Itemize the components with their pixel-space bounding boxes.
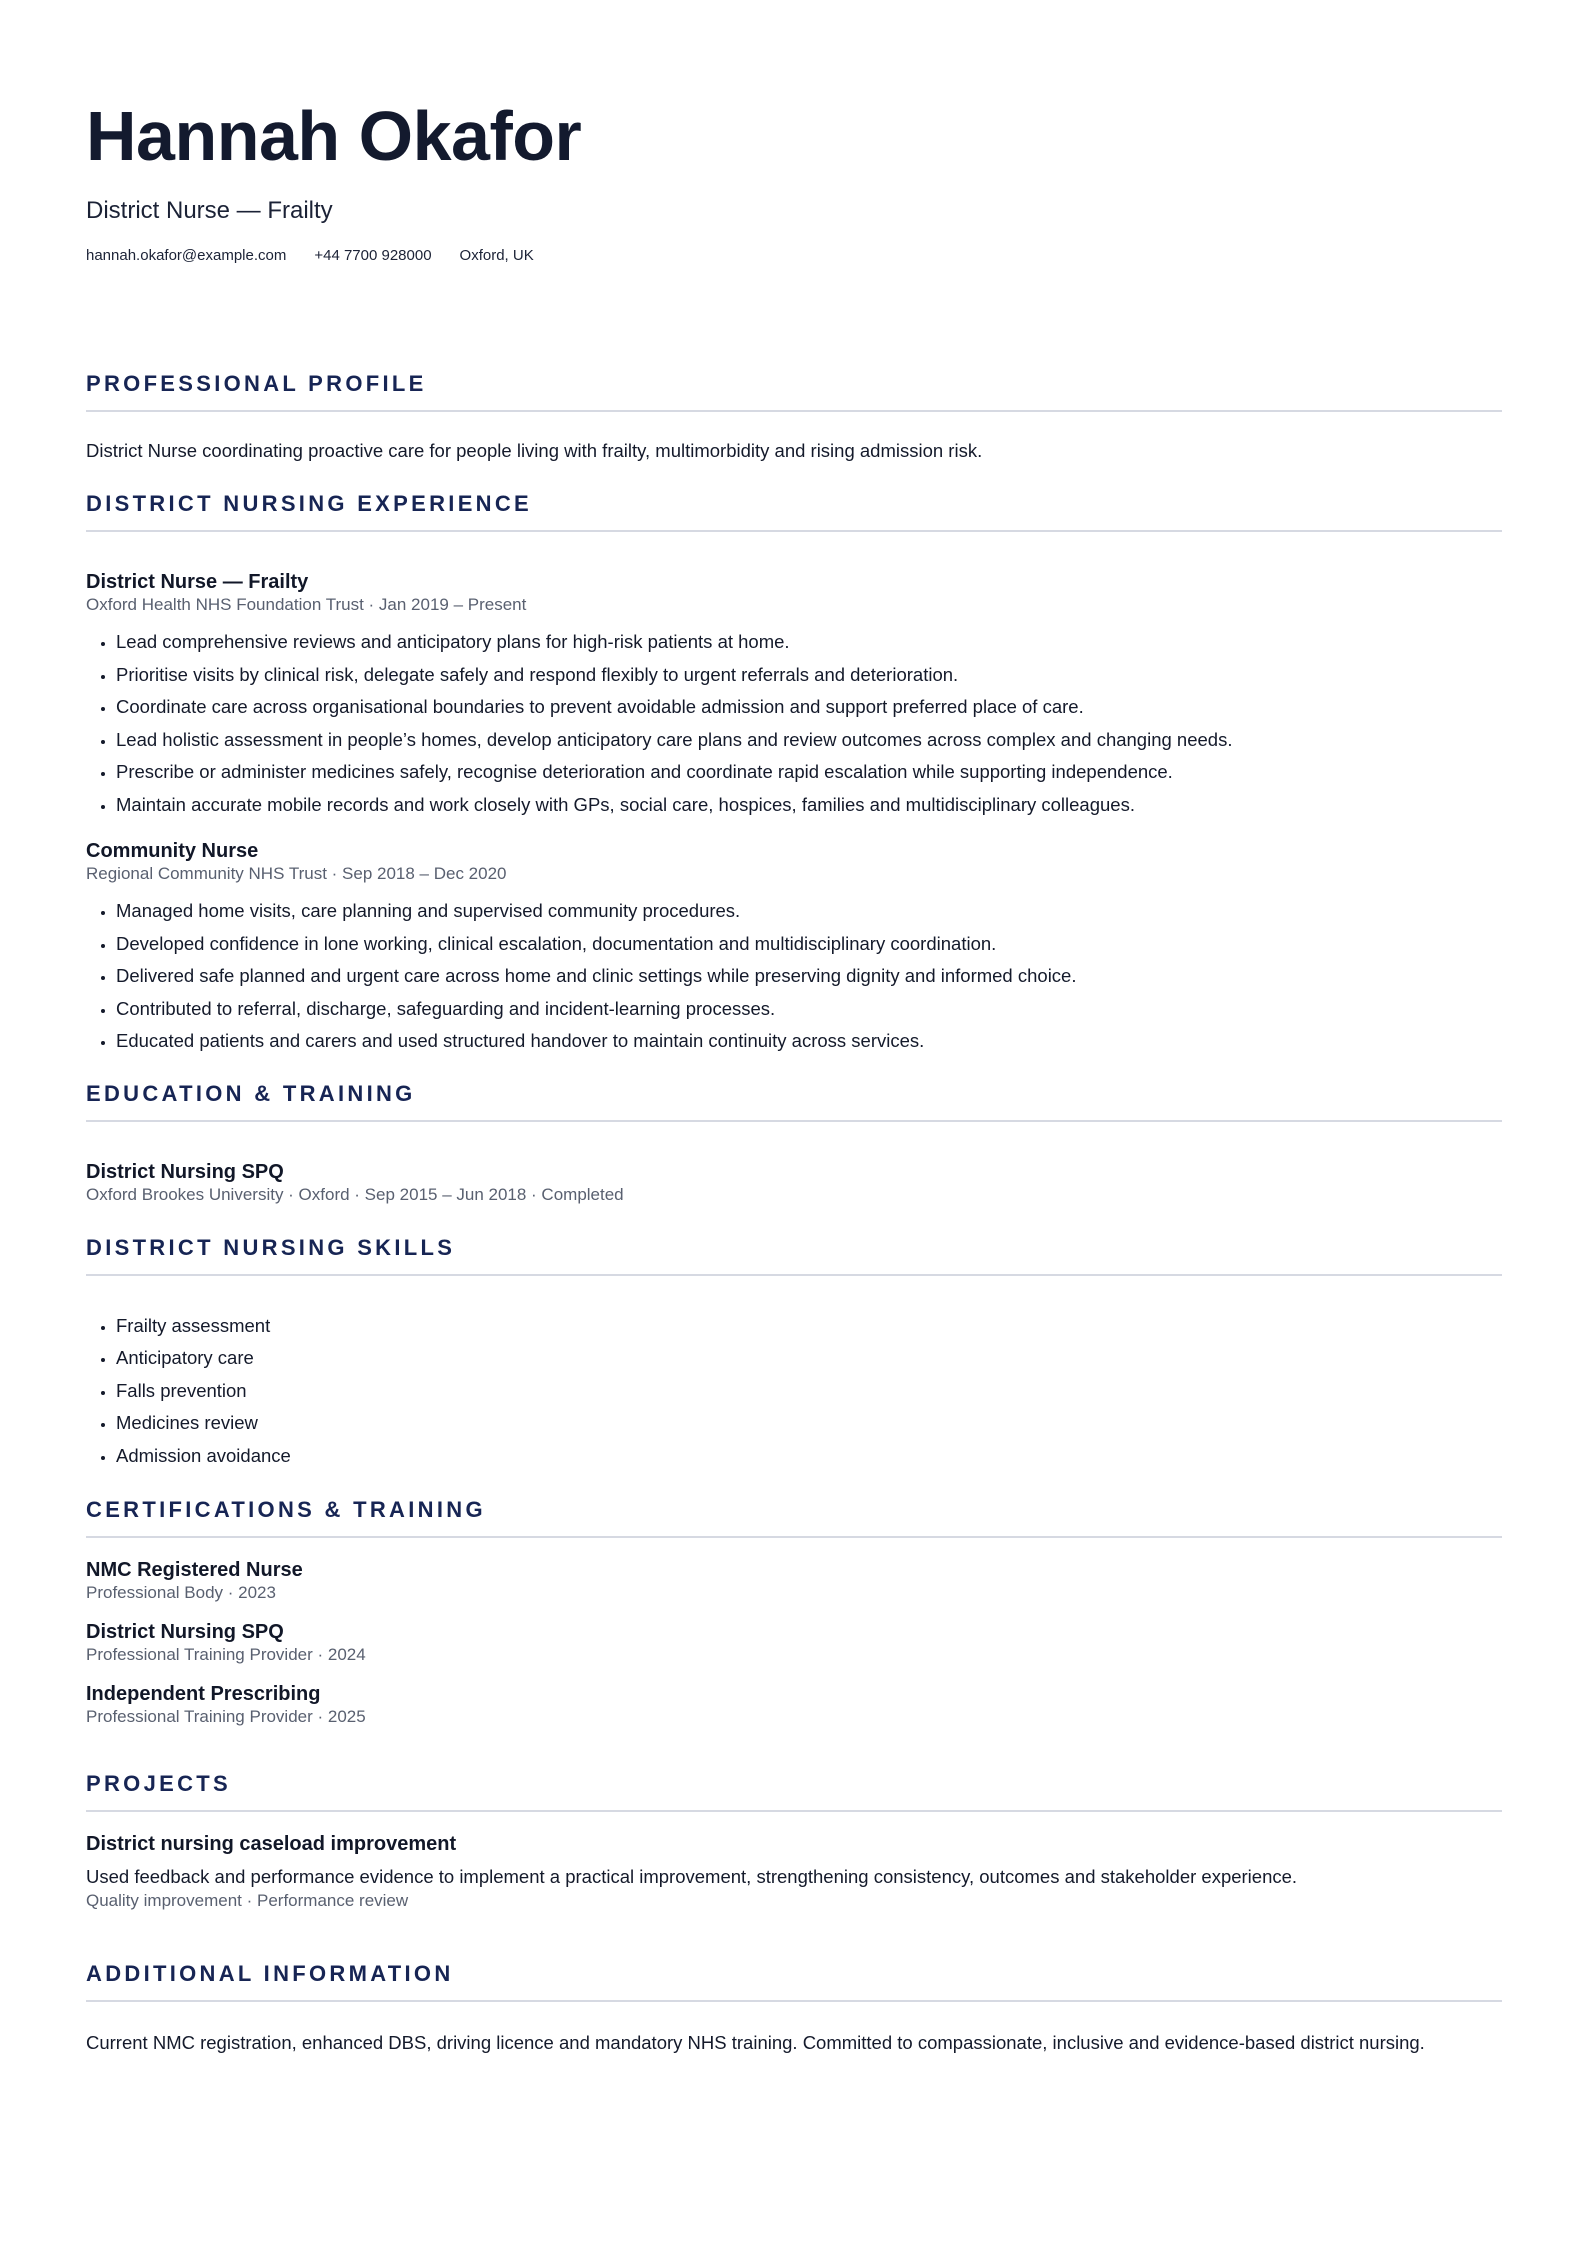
job-title: Community Nurse (86, 840, 259, 862)
list-item: • Delivered safe planned and urgent care across home and clinic settings while preserving dignity and informed choice. (116, 960, 1502, 993)
certification-entry (86, 1620, 1502, 1666)
certification-meta: Professional Body · 2023 (86, 1583, 276, 1602)
list-item: • Contributed to referral, discharge, safeguarding and incident-learning processes. (116, 993, 1502, 1026)
skill-item: • Anticipatory care (116, 1342, 1502, 1375)
additional-text: Current NMC registration, enhanced DBS, driving licence and mandatory NHS training. Committed to compassionate, inclusive and evidence-based district nursing. (86, 2032, 1425, 2053)
job-title: District Nurse — Frailty (86, 571, 309, 593)
section-title-additional: ADDITIONAL INFORMATION (86, 1960, 1502, 2002)
experience-section (86, 490, 1502, 1058)
certification-name: NMC Registered Nurse (86, 1559, 303, 1581)
certification-meta: Professional Training Provider · 2025 (86, 1707, 366, 1726)
list-item: • Developed confidence in lone working, clinical escalation, documentation and multidisciplinary coordination. (116, 928, 1502, 961)
certification-entry (86, 1558, 1502, 1604)
skills-list (86, 1310, 1502, 1473)
list-item: • Maintain accurate mobile records and work closely with GPs, social care, hospices, families and multidisciplinary colleagues. (116, 789, 1502, 822)
projects-section (86, 1770, 1502, 1912)
skill-item: • Medicines review (116, 1407, 1502, 1440)
skill-item: • Falls prevention (116, 1375, 1502, 1408)
section-title-projects: PROJECTS (86, 1770, 1502, 1812)
certifications-section (86, 1496, 1502, 1728)
education-entry (86, 1160, 1502, 1206)
list-item: • Educated patients and carers and used structured handover to maintain continuity across services. (116, 1025, 1502, 1058)
project-description: Used feedback and performance evidence to implement a practical improvement, strengthening consistency, outcomes and stakeholder experience. (86, 1866, 1298, 1887)
list-item: • Prioritise visits by clinical risk, delegate safely and respond flexibly to urgent referrals and deterioration. (116, 659, 1502, 692)
resume-header (86, 90, 1502, 266)
project-entry (86, 1832, 1502, 1912)
certification-name: Independent Prescribing (86, 1683, 321, 1705)
job-entry (86, 839, 1502, 1058)
contact-email[interactable]: hannah.okafor@example.com (86, 247, 287, 264)
section-title-profile: PROFESSIONAL PROFILE (86, 370, 1502, 412)
contact-location: Oxford, UK (459, 247, 534, 264)
contact-phone[interactable]: +44 7700 928000 (314, 247, 432, 264)
certification-meta: Professional Training Provider · 2024 (86, 1645, 366, 1664)
education-section (86, 1080, 1502, 1206)
job-bullets (86, 895, 1502, 1058)
job-entry (86, 570, 1502, 821)
list-item: • Lead holistic assessment in people’s homes, develop anticipatory care plans and review outcomes across complex and changing needs. (116, 724, 1502, 757)
job-meta: Regional Community NHS Trust · Sep 2018 – Dec 2020 (86, 864, 507, 883)
certification-name: District Nursing SPQ (86, 1621, 284, 1643)
list-item: • Coordinate care across organisational boundaries to prevent avoidable admission and support preferred place of care. (116, 691, 1502, 724)
additional-section (86, 1960, 1502, 2056)
list-item: • Lead comprehensive reviews and anticipatory plans for high-risk patients at home. (116, 626, 1502, 659)
education-meta: Oxford Brookes University · Oxford · Sep 2015 – Jun 2018 · Completed (86, 1184, 624, 1204)
project-tags: Quality improvement · Performance review (86, 1891, 409, 1910)
list-item: • Prescribe or administer medicines safely, recognise deterioration and coordinate rapid escalation while supporting independence. (116, 756, 1502, 789)
skill-item: • Admission avoidance (116, 1440, 1502, 1473)
skills-section (86, 1234, 1502, 1473)
list-item: • Managed home visits, care planning and supervised community procedures. (116, 895, 1502, 928)
section-title-education: EDUCATION & TRAINING (86, 1080, 1502, 1122)
section-title-certifications: CERTIFICATIONS & TRAINING (86, 1496, 1502, 1538)
profile-section (86, 370, 1502, 464)
candidate-name: Hannah Okafor (86, 97, 582, 175)
section-title-experience: DISTRICT NURSING EXPERIENCE (86, 490, 1502, 532)
skill-item: • Frailty assessment (116, 1310, 1502, 1343)
contact-info (86, 246, 1502, 266)
candidate-headline: District Nurse — Frailty (86, 197, 333, 224)
project-name: District nursing caseload improvement (86, 1833, 457, 1855)
job-meta: Oxford Health NHS Foundation Trust · Jan 2019 – Present (86, 595, 527, 614)
job-bullets (86, 626, 1502, 821)
profile-text: District Nurse coordinating proactive care for people living with frailty, multimorbidity and rising admission risk. (86, 440, 983, 461)
education-name: District Nursing SPQ (86, 1160, 284, 1183)
certification-entry (86, 1682, 1502, 1728)
section-title-skills: DISTRICT NURSING SKILLS (86, 1234, 1502, 1276)
